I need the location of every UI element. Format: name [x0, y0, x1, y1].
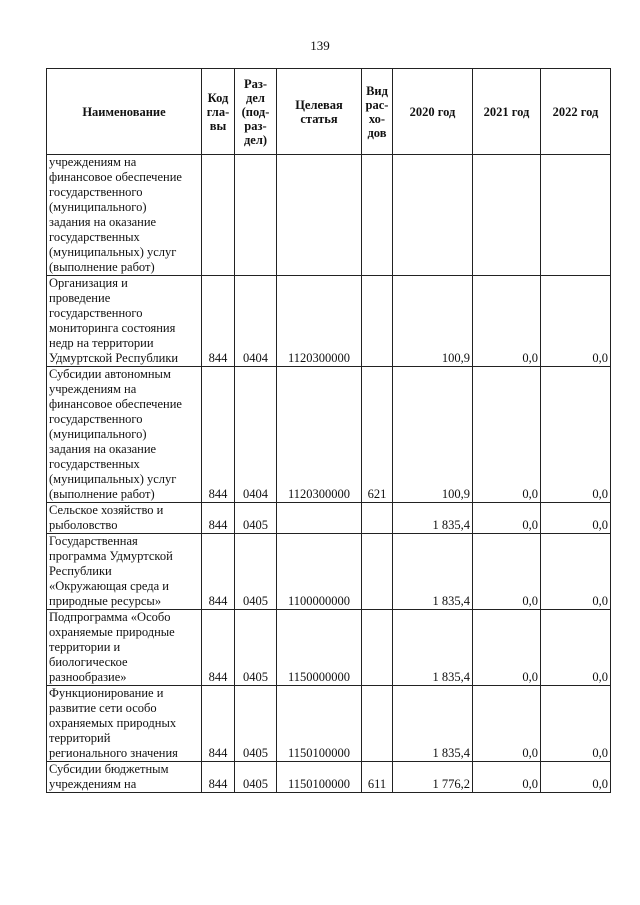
row-name: Функционирование и развитие сети особо охраняемых природных территорий регионального значения — [47, 686, 202, 762]
row-y2020: 1 835,4 — [393, 610, 473, 686]
row-type: 611 — [362, 762, 393, 793]
table-row — [47, 762, 611, 793]
row-section: 0405 — [235, 503, 277, 534]
row-type: 621 — [362, 367, 393, 503]
row-y2021: 0,0 — [473, 367, 541, 503]
row-type — [362, 534, 393, 610]
row-y2020: 100,9 — [393, 276, 473, 367]
row-section: 0404 — [235, 276, 277, 367]
table-row — [47, 155, 611, 276]
row-code: 844 — [202, 686, 235, 762]
row-name: Сельское хозяйство и рыболовство — [47, 503, 202, 534]
row-y2022: 0,0 — [541, 276, 611, 367]
table-row — [47, 503, 611, 534]
row-code: 844 — [202, 503, 235, 534]
table-row — [47, 610, 611, 686]
row-y2022: 0,0 — [541, 686, 611, 762]
row-type — [362, 503, 393, 534]
row-y2022: 0,0 — [541, 610, 611, 686]
row-y2021: 0,0 — [473, 610, 541, 686]
row-type — [362, 610, 393, 686]
table-row — [47, 534, 611, 610]
row-target — [277, 503, 362, 534]
row-code: 844 — [202, 276, 235, 367]
budget-table — [46, 68, 611, 793]
row-section: 0405 — [235, 686, 277, 762]
row-y2020 — [393, 155, 473, 276]
row-name: Подпрограмма «Особо охраняемые природные территории и биологическое разнообразие» — [47, 610, 202, 686]
table-row — [47, 276, 611, 367]
header-target: Целевая статья — [277, 69, 362, 155]
row-y2021 — [473, 155, 541, 276]
row-target — [277, 155, 362, 276]
header-name: Наименование — [47, 69, 202, 155]
row-code: 844 — [202, 367, 235, 503]
page-number: 139 — [310, 38, 330, 53]
row-target: 1120300000 — [277, 367, 362, 503]
table-header — [47, 69, 611, 155]
header-code: Код гла- вы — [202, 69, 235, 155]
header-2022: 2022 год — [541, 69, 611, 155]
row-y2022: 0,0 — [541, 762, 611, 793]
row-y2021: 0,0 — [473, 762, 541, 793]
row-section: 0405 — [235, 534, 277, 610]
row-target: 1150100000 — [277, 686, 362, 762]
row-section: 0405 — [235, 610, 277, 686]
row-y2022: 0,0 — [541, 534, 611, 610]
header-section: Раз- дел (под- раз- дел) — [235, 69, 277, 155]
header-2020: 2020 год — [393, 69, 473, 155]
row-target: 1150000000 — [277, 610, 362, 686]
row-target: 1150100000 — [277, 762, 362, 793]
row-section: 0405 — [235, 762, 277, 793]
row-code: 844 — [202, 762, 235, 793]
row-y2021: 0,0 — [473, 686, 541, 762]
row-name: Субсидии автономным учреждениям на финансовое обеспечение государственного (муниципального) задания на оказание государственных (муниципальных) услуг (выполнение работ) — [47, 367, 202, 503]
row-name: Организация и проведение государственного мониторинга состояния недр на территории Удмуртской Республики — [47, 276, 202, 367]
row-y2021: 0,0 — [473, 534, 541, 610]
header-2021: 2021 год — [473, 69, 541, 155]
header-type: Вид рас- хо- дов — [362, 69, 393, 155]
table-row — [47, 367, 611, 503]
row-code: 844 — [202, 534, 235, 610]
row-code: 844 — [202, 610, 235, 686]
table-row — [47, 686, 611, 762]
row-y2020: 1 776,2 — [393, 762, 473, 793]
row-y2020: 1 835,4 — [393, 534, 473, 610]
row-type — [362, 276, 393, 367]
row-y2020: 1 835,4 — [393, 686, 473, 762]
row-target: 1120300000 — [277, 276, 362, 367]
row-section — [235, 155, 277, 276]
row-y2022: 0,0 — [541, 503, 611, 534]
row-y2021: 0,0 — [473, 276, 541, 367]
row-target: 1100000000 — [277, 534, 362, 610]
row-y2020: 100,9 — [393, 367, 473, 503]
row-y2020: 1 835,4 — [393, 503, 473, 534]
row-name: Государственная программа Удмуртской Республики «Окружающая среда и природные ресурсы» — [47, 534, 202, 610]
table-body — [47, 155, 611, 793]
row-code — [202, 155, 235, 276]
row-y2021: 0,0 — [473, 503, 541, 534]
row-type — [362, 155, 393, 276]
row-y2022: 0,0 — [541, 367, 611, 503]
row-type — [362, 686, 393, 762]
row-section: 0404 — [235, 367, 277, 503]
row-y2022 — [541, 155, 611, 276]
row-name: Субсидии бюджетным учреждениям на — [47, 762, 202, 793]
row-name: учреждениям на финансовое обеспечение государственного (муниципального) задания на оказание государственных (муниципальных) услуг (выполнение работ) — [47, 155, 202, 276]
